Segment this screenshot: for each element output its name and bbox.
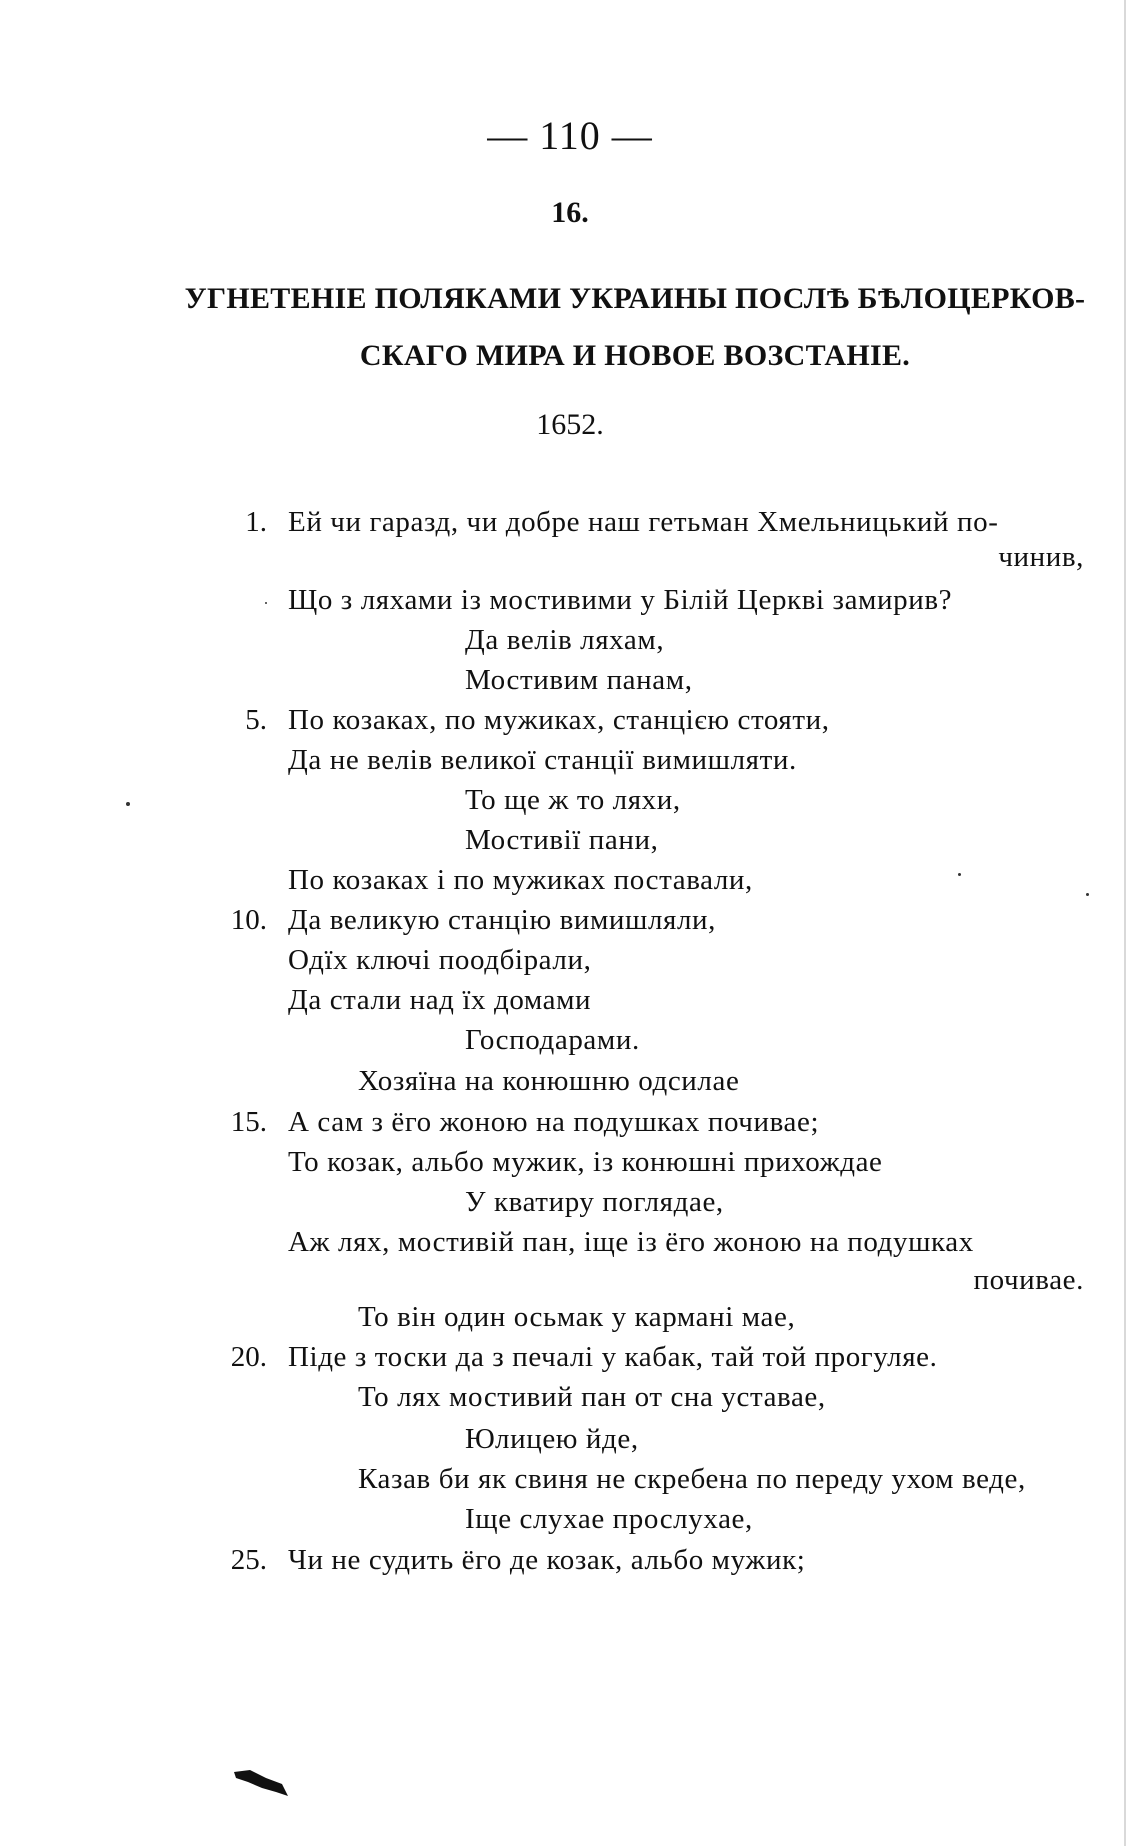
poem-line: Іще слухае прослухае, — [465, 1503, 753, 1535]
poem-line: Да великую станцію вимишляли, — [288, 904, 717, 936]
page-edge-line — [1124, 0, 1126, 1846]
line-number-1: 1. — [245, 506, 267, 538]
poem-line: Да стали над їх домами — [288, 984, 592, 1016]
poem-line: То козак, альбо мужик, із конюшні прихождае — [288, 1146, 883, 1178]
poem-line: А сам з ёго жоною на подушках почивае; — [288, 1106, 820, 1138]
title-line-2: СКАГО МИРА И НОВОЕ ВОЗСТАНІЕ. — [359, 339, 911, 372]
poem-line: Піде з тоски да з печалі у кабак, тай той прогуляе. — [288, 1341, 938, 1373]
poem-line: По козаках і по мужиках поставали, — [288, 864, 753, 896]
title-line-1: УГНЕТЕНІЕ ПОЛЯКАМИ УКРАИНЫ ПОСЛѢ БѢЛОЦЕРКОВ- — [184, 282, 1086, 315]
poem-line: То він один осьмак у кармані мае, — [358, 1301, 796, 1333]
line-number-20: 20. — [230, 1341, 267, 1373]
page-number: — 110 — — [487, 113, 653, 158]
poem-line-continuation: чинив, — [998, 541, 1084, 573]
scan-speck — [265, 602, 267, 604]
poem-line: Да велів ляхам, — [465, 624, 665, 656]
scan-speck — [126, 802, 130, 806]
poem-line: Да не велів великої станції вимишляти. — [288, 744, 797, 776]
section-title — [170, 270, 1100, 384]
section-number: 16. — [551, 196, 589, 229]
line-number-10: 10. — [230, 904, 267, 936]
poem-line: Чи не судить ёго де козак, альбо мужик; — [288, 1544, 806, 1576]
poem-line: Ей чи гаразд, чи добре наш гетьман Хмельницький по- — [288, 506, 999, 538]
poem-line: Що з ляхами із мостивими у Білій Церкві замирив? — [288, 584, 953, 616]
poem-line: Аж лях, мостивій пан, іще із ёго жоною на подушках — [288, 1226, 974, 1258]
poem-line-continuation: почивае. — [973, 1264, 1084, 1296]
poem-line: Хозяїна на конюшню одсилае — [358, 1065, 740, 1097]
year-heading: 1652. — [536, 408, 604, 441]
poem-line: Мостивим панам, — [465, 664, 693, 696]
scan-speck — [958, 873, 961, 876]
line-number-15: 15. — [230, 1106, 267, 1138]
line-number-5: 5. — [245, 704, 267, 736]
poem-line: У кватиру поглядае, — [465, 1186, 724, 1218]
poem-line: Казав би як свиня не скребена по переду ухом веде, — [358, 1463, 1026, 1495]
scan-speck — [1086, 893, 1089, 896]
poem-line: То лях мостивий пан от сна уставае, — [358, 1381, 826, 1413]
ink-smudge-mark — [232, 1766, 292, 1800]
poem-line: Господарами. — [465, 1024, 640, 1056]
line-number-25: 25. — [230, 1544, 267, 1576]
poem-line: Юлицею йде, — [465, 1423, 639, 1455]
poem-line: Мостивії пани, — [465, 824, 659, 856]
poem-line: Одїх ключі поодбірали, — [288, 944, 592, 976]
poem-line: То ще ж то ляхи, — [465, 784, 681, 816]
poem-line: По козаках, по мужиках, станцією стояти, — [288, 704, 830, 736]
